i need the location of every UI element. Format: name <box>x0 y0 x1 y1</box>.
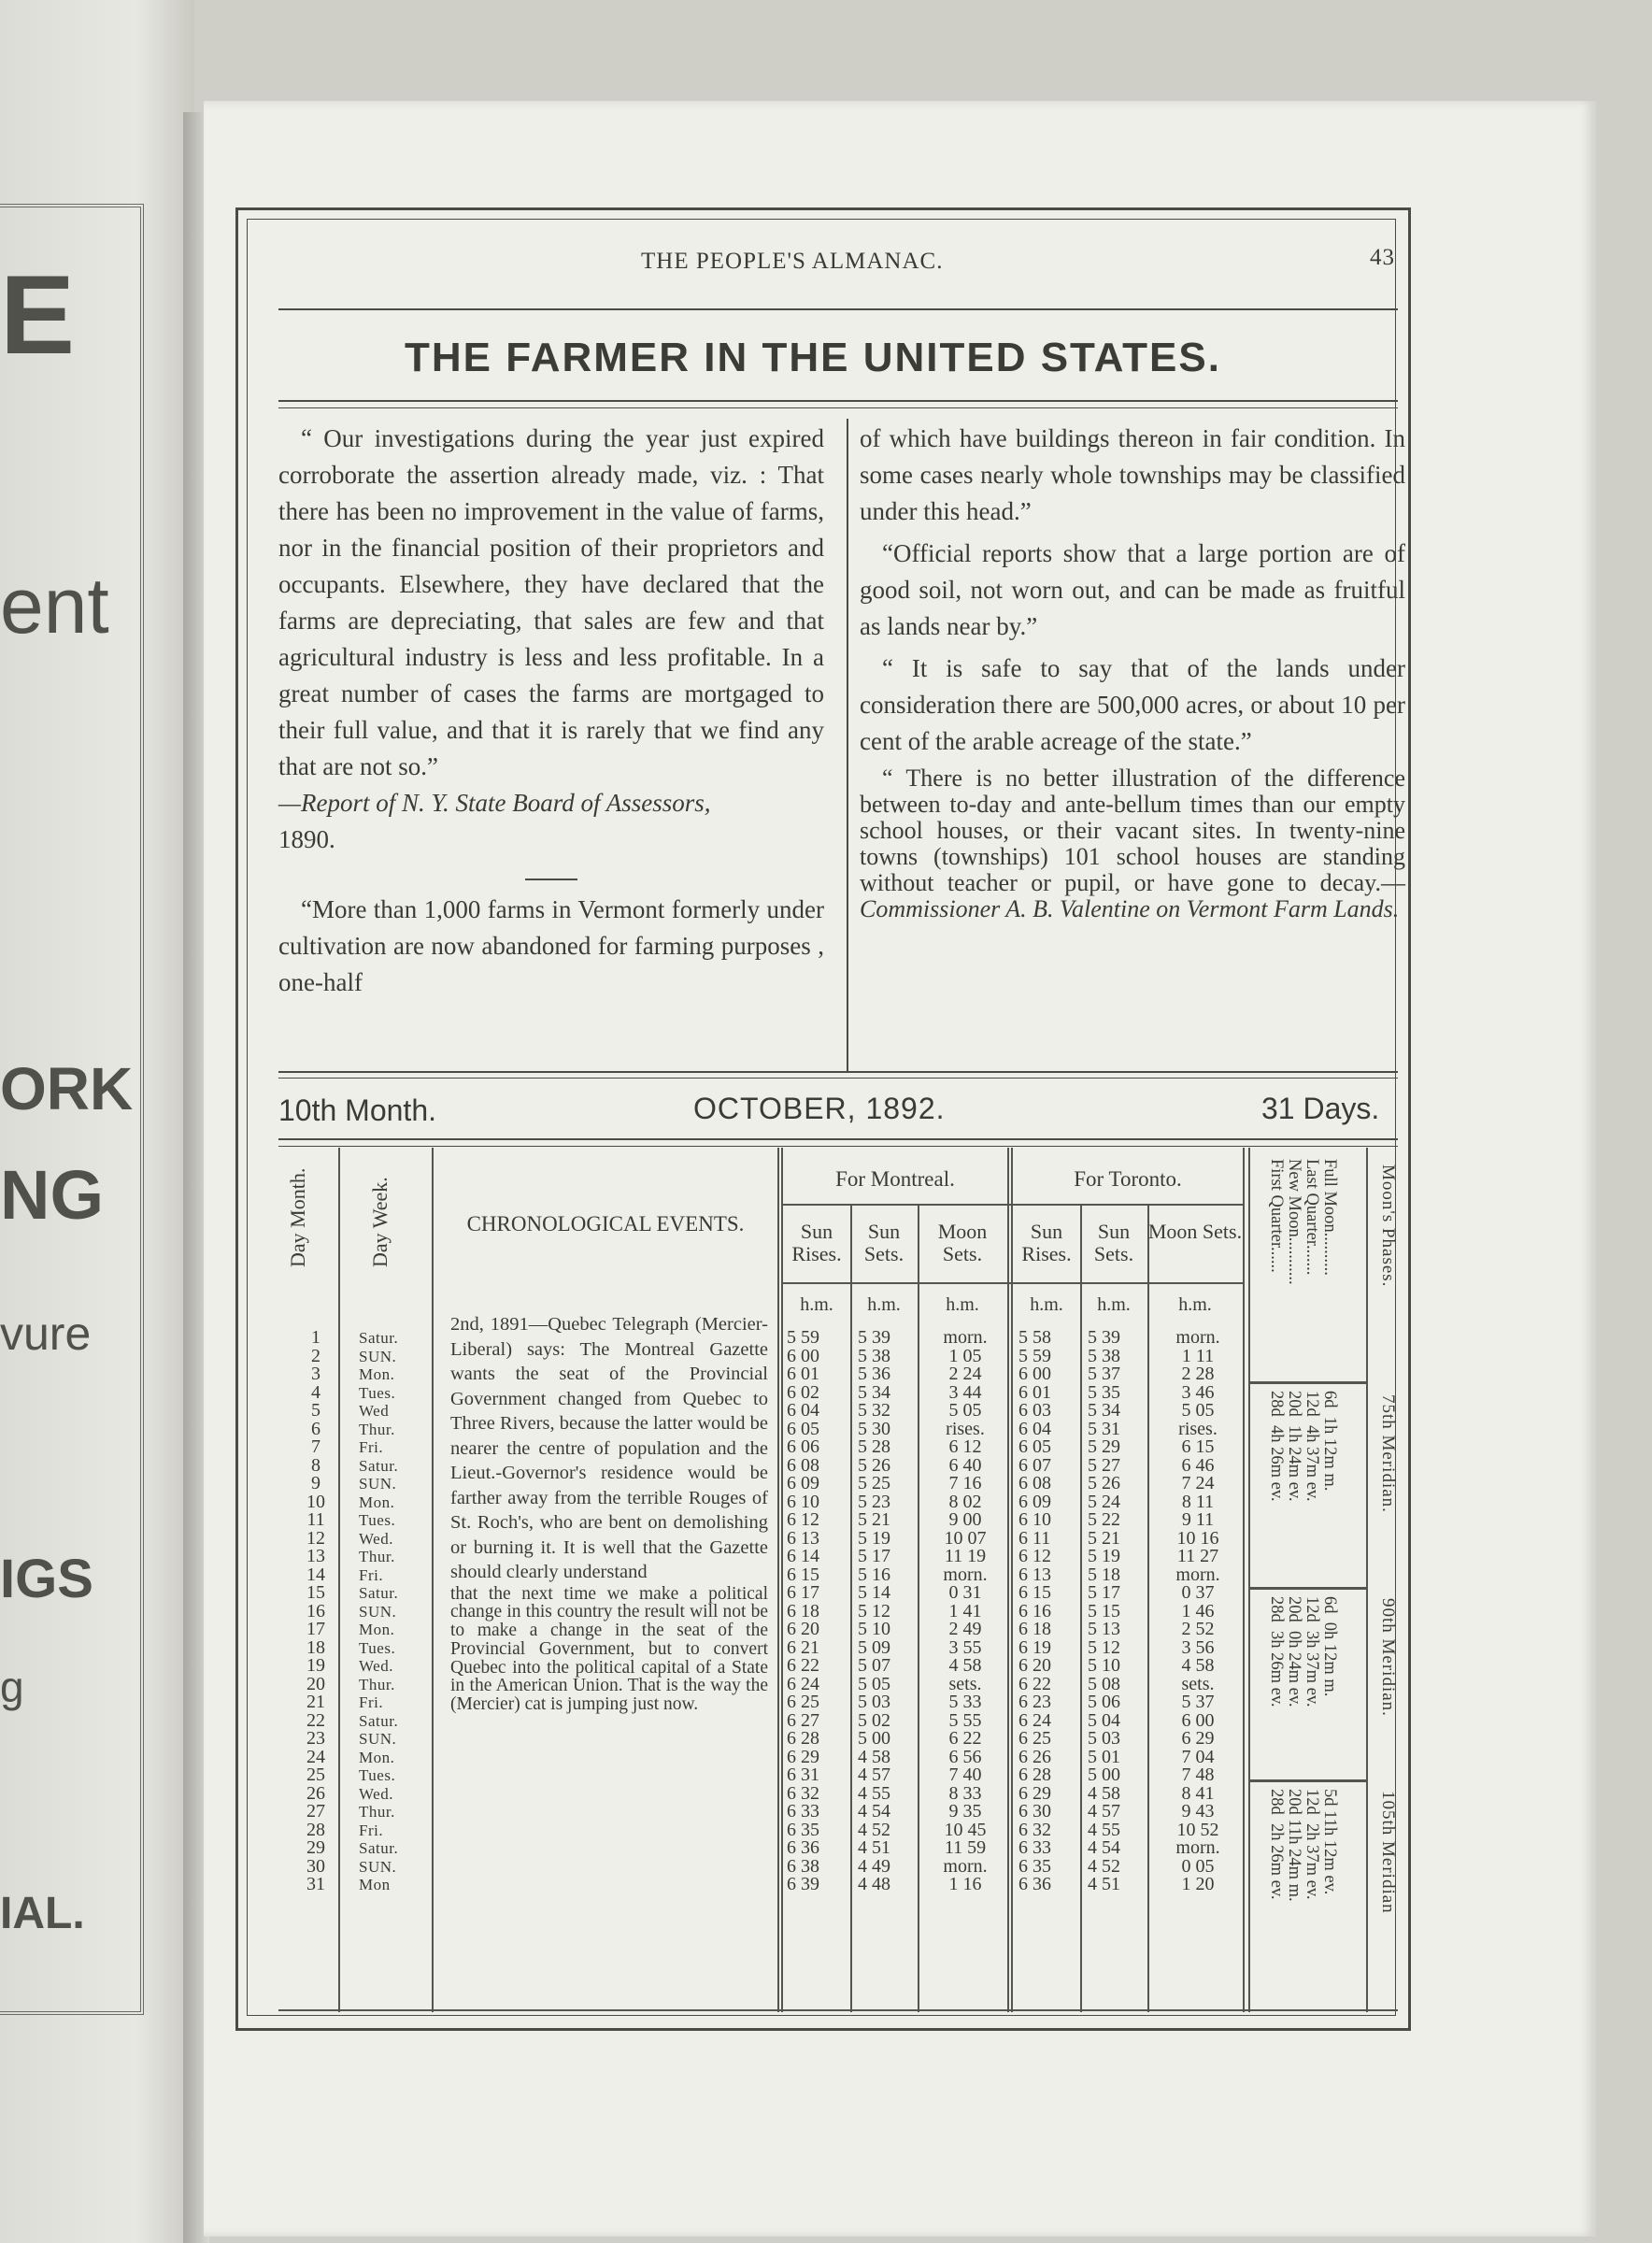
table-subheader-rule <box>781 1204 1243 1206</box>
header-90th-meridian: 90th Meridian. <box>1378 1598 1398 1717</box>
units-label: h.m. <box>1178 1294 1212 1315</box>
header-day-week: Day Week. <box>368 1177 392 1267</box>
header-moon-sets: Moon Sets. <box>937 1220 988 1265</box>
title-rule-thin <box>278 407 1398 408</box>
article-title: THE FARMER IN THE UNITED STATES. <box>405 335 1221 380</box>
toronto-moon-sets: morn. 1 11 2 28 3 46 5 05 rises. 6 15 6 46 7 24 8 11 9 11 10 16 11 27 morn. 0 37 1 46 2 52 3 56 4 58 sets. 5 37 6 00 6 29 7 04 7 48 8 41 9 43 10 52 morn. 0 05 1 20 <box>1175 1327 1220 1894</box>
table-col-line <box>781 1148 783 2012</box>
header-toronto: For Toronto. <box>1074 1167 1182 1191</box>
weekday-column: Satur. SUN. Mon. Tues. Wed Thur. Fri. Satur. SUN. Mon. Tues. Wed. Thur. Fri. Satur. SUN. Mon. Tues. Wed. Thur. Fri. Satur. SUN. Mon. Tues. Wed. Thur. Fri. Satur. SUN. Mon <box>359 1329 399 1893</box>
citation: Commissioner A. B. Valentine on Vermont Farm Lands. <box>860 895 1400 922</box>
table-col-line <box>850 1206 852 2012</box>
month-title: OCTOBER, 1892. <box>693 1092 946 1125</box>
header-events: CHRONOLOGICAL EVENTS. <box>466 1212 745 1236</box>
header-moon-sets: Moon Sets. <box>1147 1220 1243 1243</box>
quote-text: “ There is no better illustration of the difference between to-day and ante-bellum times than our empty school houses, or their vacant sites. In twenty-nine towns (townships) 101 school houses are standing without teacher or pupil, or have gone to decay.— <box>860 764 1405 896</box>
phases-90th-meridian: 6d 0h 12m m. 12d 3h 37m ev. 20d 0h 24m ev. 28d 3h 26m ev. <box>1267 1596 1339 1707</box>
month-days: 31 Days. <box>1261 1092 1380 1125</box>
table-col-line <box>338 1148 340 2012</box>
table-col-line <box>1366 1148 1368 2012</box>
phases-105th-meridian: 5d 11h 12m ev. 12d 2h 37m ev. 20d 11h 24m m. 28d 2h 26m ev. <box>1267 1789 1339 1902</box>
left-fragment: IAL. <box>0 1889 85 1938</box>
chronological-events <box>450 1312 768 1714</box>
toronto-sun-rises: 5 58 5 59 6 00 6 01 6 03 6 04 6 05 6 07 6 08 6 09 6 10 6 11 6 12 6 13 6 15 6 16 6 18 6 19 6 20 6 22 6 23 6 24 6 25 6 26 6 28 6 29 6 30 6 32 6 33 6 35 6 36 <box>1018 1327 1051 1894</box>
header-sun-rises: Sun Rises. <box>791 1220 842 1265</box>
section-rule <box>278 1071 1398 1073</box>
header-day-month: Day Month. <box>286 1167 309 1267</box>
montreal-sun-sets: 5 39 5 38 5 36 5 34 5 32 5 30 5 28 5 26 5 25 5 23 5 21 5 19 5 17 5 16 5 14 5 12 5 10 5 09 5 07 5 05 5 03 5 02 5 00 4 58 4 57 4 55 4 54 4 52 4 51 4 49 4 48 <box>858 1327 890 1894</box>
left-fragment: ORK <box>0 1055 134 1122</box>
paragraph: of which have buildings thereon in fair condition. In some cases nearly whole townships may be classified under this head.” <box>860 424 1405 525</box>
table-col-line <box>1007 1148 1009 2012</box>
previous-page-edge <box>0 0 194 2243</box>
section-rule-thin <box>278 1078 1398 1079</box>
units-label: h.m. <box>946 1294 979 1315</box>
column-divider <box>847 419 848 1073</box>
table-col-line <box>1147 1206 1149 2012</box>
table-bottom-rule <box>278 2009 1398 2011</box>
table-col-line <box>1248 1148 1250 2012</box>
paragraph: “Official reports show that a large portion are of good soil, not worn out, and can be made as fruitful as lands near by.” <box>860 539 1405 640</box>
citation: —Report of N. Y. State Board of Assessors, <box>278 789 711 817</box>
header-rule <box>278 308 1398 310</box>
table-header-rule <box>781 1282 1243 1284</box>
units-label: h.m. <box>867 1294 901 1315</box>
header-sun-sets: Sun Sets. <box>863 1220 904 1265</box>
paragraph: “ Our investigations during the year just expired corroborate the assertion already made, viz. : That there has been no improvement in the value of farms, nor in the financial position of their proprietors and occupants. Elsewhere, they have declared that the farms are depreciating, that sales are few and that agricultural industry is less and less profitable. In a great number of cases the farms are mortgaged to their full value, and that it is rarely that we find any that are not so.” <box>278 424 824 780</box>
table-col-line <box>432 1148 434 2012</box>
montreal-moon-sets: morn. 1 05 2 24 3 44 5 05 rises. 6 12 6 40 7 16 8 02 9 00 10 07 11 19 morn. 0 31 1 41 2 49 3 55 4 58 sets. 5 33 5 55 6 22 6 56 7 40 8 33 9 35 10 45 11 59 morn. 1 16 <box>943 1327 988 1894</box>
event-text: 2nd, 1891—Quebec Telegraph (Mercier-Liberal) says: The Montreal Gazette wants the seat of the Provincial Government changed from Quebec to Three Rivers, because the latter would be nearer the centre of population and the Lieut.-Governor's residence would be farther away from the terrible Rouges of St. Roch's, who are bent on demolishing or burning it. It is well that the Gazette should clearly understand <box>450 1314 768 1582</box>
phase-block-rule <box>1248 1381 1366 1384</box>
left-fragment: ent <box>0 562 109 650</box>
table-col-line <box>1243 1148 1245 2012</box>
header-moons-phases: Moon's Phases. <box>1378 1164 1398 1288</box>
paragraph: “More than 1,000 farms in Vermont formerly under cultivation are now abandoned for farming purposes , one-half <box>278 895 824 996</box>
units-label: h.m. <box>1097 1294 1131 1315</box>
title-rule <box>278 400 1398 402</box>
table-col-line <box>1080 1206 1082 2012</box>
header-sun-rises: Sun Rises. <box>1021 1220 1072 1265</box>
page-number: 43 <box>1370 245 1395 270</box>
section-divider <box>525 879 577 880</box>
article-right-column <box>860 421 1405 922</box>
left-fragment: NG <box>0 1156 104 1234</box>
citation-year: 1890. <box>278 825 335 853</box>
paragraph: “ It is safe to say that of the lands under consideration there are 500,000 acres, or about 10 per cent of the arable acreage of the state.” <box>860 654 1405 755</box>
month-number: 10th Month. <box>278 1093 436 1127</box>
units-label: h.m. <box>800 1294 833 1315</box>
table-col-line <box>1011 1148 1013 2012</box>
moon-phase-names: Full Moon.......... Last Quarter....... New Moon........... First Quarter...... <box>1267 1159 1339 1285</box>
phase-block-rule <box>1248 1587 1366 1590</box>
phase-block-rule <box>1248 1779 1366 1782</box>
table-col-line <box>777 1148 779 2012</box>
header-75th-meridian: 75th Meridian. <box>1378 1394 1398 1513</box>
left-fragment: E <box>0 252 76 378</box>
table-col-line <box>918 1206 919 2012</box>
paragraph <box>860 765 1405 922</box>
left-fragment: g <box>0 1663 24 1711</box>
table-top-rule-thin <box>278 1146 1398 1147</box>
left-fragment: vure <box>0 1307 92 1360</box>
article-left-column <box>278 421 824 1001</box>
header-montreal: For Montreal. <box>835 1167 955 1191</box>
day-number-column: 1 2 3 4 5 6 7 8 9 10 11 12 13 14 15 16 17 18 19 20 21 22 23 24 25 26 27 28 29 30 31 <box>306 1327 325 1894</box>
montreal-sun-rises: 5 59 6 00 6 01 6 02 6 04 6 05 6 06 6 08 6 09 6 10 6 12 6 13 6 14 6 15 6 17 6 18 6 20 6 21 6 22 6 24 6 25 6 27 6 28 6 29 6 31 6 32 6 33 6 35 6 36 6 38 6 39 <box>787 1327 819 1894</box>
running-title: THE PEOPLE'S ALMANAC. <box>641 249 944 274</box>
phases-75th-meridian: 6d 1h 12m m. 12d 4h 37m ev. 20d 1h 24m ev. 28d 4h 26m ev. <box>1267 1391 1339 1502</box>
event-text: that the next time we make a political change in this country the result will not be to make a change in the seat of the Provincial Government, but to convert Quebec into the political capital of a State in the American Union. That is the way the (Mercier) cat is jumping just now. <box>450 1583 768 1715</box>
table-top-rule <box>278 1138 1398 1140</box>
header-105th-meridian: 105th Meridian <box>1378 1791 1398 1914</box>
units-label: h.m. <box>1030 1294 1063 1315</box>
left-fragment: IGS <box>0 1549 93 1609</box>
header-sun-sets: Sun Sets. <box>1093 1220 1134 1265</box>
toronto-sun-sets: 5 39 5 38 5 37 5 35 5 34 5 31 5 29 5 27 5 26 5 24 5 22 5 21 5 19 5 18 5 17 5 15 5 13 5 12 5 10 5 08 5 06 5 04 5 03 5 01 5 00 4 58 4 57 4 55 4 54 4 52 4 51 <box>1088 1327 1120 1894</box>
